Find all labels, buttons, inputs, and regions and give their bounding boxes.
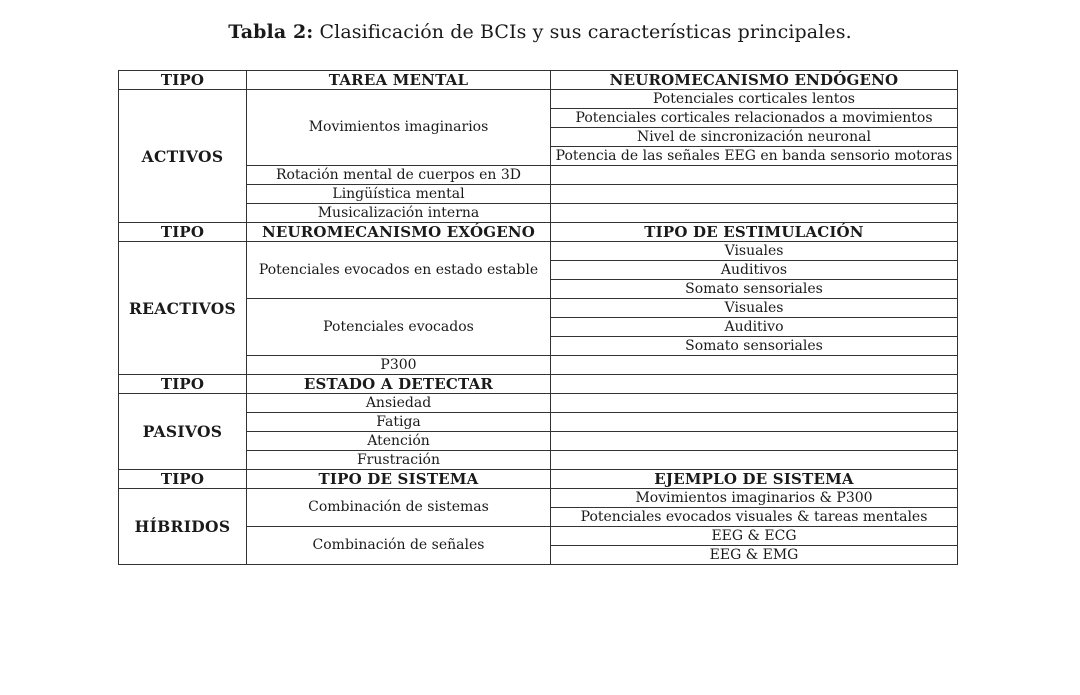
header-cell: TIPO [119,375,247,394]
empty-cell [551,356,958,375]
table-cell: Lingüística mental [247,185,551,204]
table-cell: Auditivo [551,318,958,337]
empty-cell [551,451,958,470]
table-cell: EEG & ECG [551,527,958,546]
bci-classification-table [118,70,958,565]
table-row [119,489,958,508]
table-cell: Combinación de señales [247,527,551,565]
table-cell: Visuales [551,242,958,261]
header-cell: TIPO [119,470,247,489]
table-cell: Potenciales evocados [247,299,551,356]
header-cell: ESTADO A DETECTAR [247,375,551,394]
table-cell: Ansiedad [247,394,551,413]
table-header-row [119,470,958,489]
table-cell: Combinación de sistemas [247,489,551,527]
empty-cell [551,375,958,394]
table-cell: Potenciales corticales relacionados a movimientos [551,109,958,128]
table-cell: Potenciales evocados en estado estable [247,242,551,299]
header-cell: TAREA MENTAL [247,71,551,90]
header-cell: NEUROMECANISMO EXÓGENO [247,223,551,242]
table-cell: EEG & EMG [551,546,958,565]
table-cell: Potenciales corticales lentos [551,90,958,109]
header-cell: TIPO [119,223,247,242]
table-row [119,90,958,109]
empty-cell [551,204,958,223]
table-row [119,242,958,261]
table-header-row [119,223,958,242]
caption-text: Clasificación de BCIs y sus características principales. [319,21,852,43]
empty-cell [551,166,958,185]
table-row [119,394,958,413]
table-cell: Musicalización interna [247,204,551,223]
group-label-reactivos: REACTIVOS [119,242,247,375]
table-cell: Rotación mental de cuerpos en 3D [247,166,551,185]
caption-label: Tabla 2: [228,21,314,43]
header-cell: TIPO [119,71,247,90]
empty-cell [551,432,958,451]
table-cell: P300 [247,356,551,375]
table-cell: Visuales [551,299,958,318]
table-cell: Potencia de las señales EEG en banda sensorio motoras [551,147,958,166]
table-cell: Movimientos imaginarios [247,90,551,166]
table-header-row [119,375,958,394]
group-label-pasivos: PASIVOS [119,394,247,470]
group-label-hibridos: HÍBRIDOS [119,489,247,565]
table-cell: Potenciales evocados visuales & tareas mentales [551,508,958,527]
group-label-activos: ACTIVOS [119,90,247,223]
empty-cell [551,413,958,432]
header-cell: TIPO DE SISTEMA [247,470,551,489]
table-cell: Somato sensoriales [551,337,958,356]
table-caption [0,21,1080,43]
table-cell: Auditivos [551,261,958,280]
table-header-row [119,71,958,90]
empty-cell [551,394,958,413]
table-cell: Somato sensoriales [551,280,958,299]
table-cell: Fatiga [247,413,551,432]
table-cell: Movimientos imaginarios & P300 [551,489,958,508]
table-cell: Atención [247,432,551,451]
header-cell: EJEMPLO DE SISTEMA [551,470,958,489]
table-cell: Frustración [247,451,551,470]
table-cell: Nivel de sincronización neuronal [551,128,958,147]
header-cell: TIPO DE ESTIMULACIÓN [551,223,958,242]
header-cell: NEUROMECANISMO ENDÓGENO [551,71,958,90]
empty-cell [551,185,958,204]
